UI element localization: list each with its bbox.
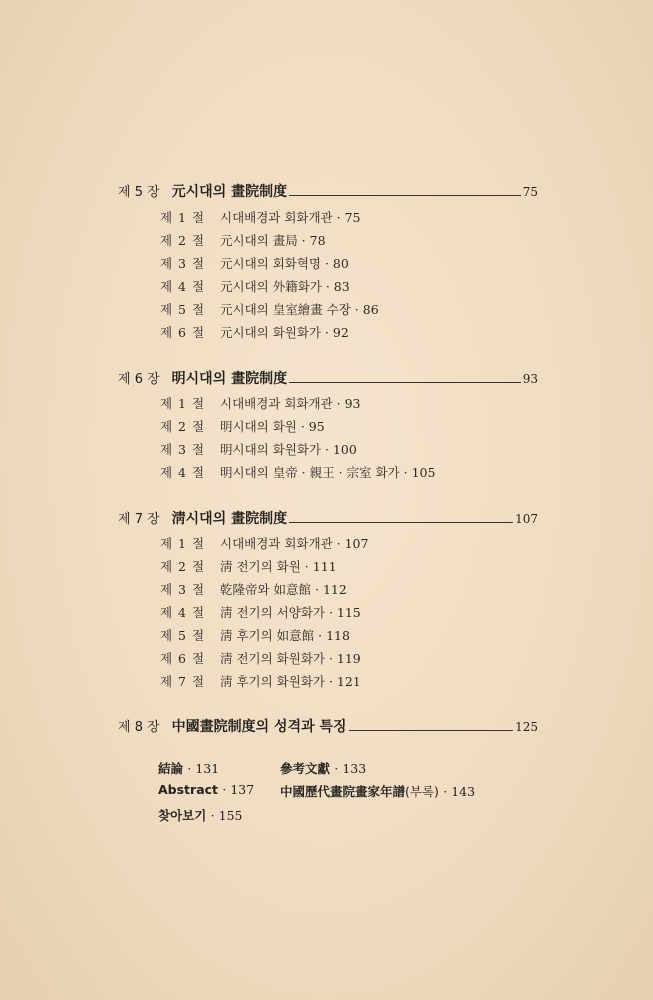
section-item[interactable] bbox=[160, 534, 368, 552]
section-title: 淸 후기의 如意館 · 118 bbox=[220, 628, 350, 643]
section-title: 明시대의 皇帝 · 親王 · 宗室 화가 · 105 bbox=[220, 465, 436, 480]
section-item[interactable] bbox=[160, 277, 350, 295]
chapter-6-heading[interactable] bbox=[118, 368, 538, 388]
section-number: 제 5 절 bbox=[160, 628, 206, 643]
section-item[interactable] bbox=[160, 603, 361, 621]
section-number: 제 3 절 bbox=[160, 582, 206, 597]
chapter-page: 93 bbox=[522, 372, 538, 386]
section-title: 元시대의 皇室繪畫 수장 · 86 bbox=[220, 302, 379, 317]
index-entry[interactable] bbox=[158, 806, 242, 824]
chapter-number: 제 6 장 bbox=[118, 372, 160, 387]
section-item[interactable] bbox=[160, 580, 347, 598]
entry-page: · 137 bbox=[222, 782, 255, 797]
section-title: 淸 후기의 화원화가 · 121 bbox=[220, 674, 361, 689]
entry-page: · 131 bbox=[187, 761, 220, 776]
section-number: 제 2 절 bbox=[160, 233, 206, 248]
section-number: 제 2 절 bbox=[160, 419, 206, 434]
section-item[interactable] bbox=[160, 300, 379, 318]
entry-page: · 155 bbox=[210, 808, 243, 823]
leader-line bbox=[289, 522, 513, 523]
section-number: 제 5 절 bbox=[160, 302, 206, 317]
chapter-title: 元시대의 畫院制度 bbox=[171, 184, 288, 200]
section-item[interactable] bbox=[160, 557, 337, 575]
section-title: 明시대의 화원화가 · 100 bbox=[220, 442, 357, 457]
chapter-page: 107 bbox=[515, 512, 538, 526]
section-title: 乾隆帝와 如意館 · 112 bbox=[220, 582, 347, 597]
entry-label: Abstract bbox=[158, 782, 219, 797]
section-item[interactable] bbox=[160, 394, 360, 412]
entry-page: · 133 bbox=[334, 761, 367, 776]
entry-label: 찾아보기 bbox=[158, 808, 207, 823]
chapter-5-heading[interactable] bbox=[118, 181, 538, 201]
chapter-number: 제 7 장 bbox=[118, 512, 160, 527]
section-title: 시대배경과 회화개관 · 75 bbox=[220, 210, 361, 225]
section-number: 제 1 절 bbox=[160, 536, 206, 551]
section-title: 元시대의 회화혁명 · 80 bbox=[220, 256, 349, 271]
appendix-entry[interactable] bbox=[280, 782, 475, 800]
chapter-number: 제 8 장 bbox=[118, 720, 160, 735]
section-title: 淸 전기의 화원화가 · 119 bbox=[220, 651, 361, 666]
chapter-page: 75 bbox=[522, 185, 538, 199]
section-number: 제 1 절 bbox=[160, 396, 206, 411]
leader-line bbox=[289, 382, 521, 383]
section-number: 제 3 절 bbox=[160, 442, 206, 457]
leader-line bbox=[289, 195, 521, 196]
section-item[interactable] bbox=[160, 440, 357, 458]
section-number: 제 4 절 bbox=[160, 605, 206, 620]
section-number: 제 7 절 bbox=[160, 674, 206, 689]
section-title: 시대배경과 회화개관 · 107 bbox=[220, 536, 369, 551]
chapter-8-heading[interactable] bbox=[118, 716, 538, 736]
section-number: 제 4 절 bbox=[160, 465, 206, 480]
section-item[interactable] bbox=[160, 463, 435, 481]
section-title: 元시대의 外籍화가 · 83 bbox=[220, 279, 350, 294]
chapter-title: 明시대의 畫院制度 bbox=[171, 371, 288, 387]
entry-page: · 143 bbox=[443, 784, 476, 799]
chapter-title: 中國畫院制度의 성격과 특징 bbox=[171, 719, 347, 735]
chapter-page: 125 bbox=[515, 720, 538, 734]
entry-label: 中國歷代畫院畫家年譜 bbox=[280, 784, 406, 799]
chapter-7-heading[interactable] bbox=[118, 508, 538, 528]
section-title: 시대배경과 회화개관 · 93 bbox=[220, 396, 361, 411]
chapter-title: 淸시대의 畫院制度 bbox=[171, 511, 288, 527]
section-item[interactable] bbox=[160, 323, 349, 341]
section-title: 元시대의 화원화가 · 92 bbox=[220, 325, 349, 340]
section-number: 제 2 절 bbox=[160, 559, 206, 574]
section-title: 淸 전기의 서양화가 · 115 bbox=[220, 605, 361, 620]
section-item[interactable] bbox=[160, 672, 361, 690]
section-title: 元시대의 畫局 · 78 bbox=[220, 233, 326, 248]
chapter-number: 제 5 장 bbox=[118, 185, 160, 200]
conclusion-entry[interactable] bbox=[158, 759, 219, 777]
section-item[interactable] bbox=[160, 208, 360, 226]
section-number: 제 1 절 bbox=[160, 210, 206, 225]
section-title: 淸 전기의 화원 · 111 bbox=[220, 559, 337, 574]
section-item[interactable] bbox=[160, 417, 325, 435]
entry-label: 參考文獻 bbox=[280, 761, 331, 776]
section-number: 제 6 절 bbox=[160, 325, 206, 340]
section-title: 明시대의 화원 · 95 bbox=[220, 419, 325, 434]
section-item[interactable] bbox=[160, 254, 349, 272]
abstract-entry[interactable] bbox=[158, 782, 254, 797]
section-number: 제 3 절 bbox=[160, 256, 206, 271]
references-entry[interactable] bbox=[280, 759, 366, 777]
section-item[interactable] bbox=[160, 649, 361, 667]
section-item[interactable] bbox=[160, 626, 350, 644]
entry-label: 結論 bbox=[158, 761, 184, 776]
section-number: 제 6 절 bbox=[160, 651, 206, 666]
leader-line bbox=[349, 730, 514, 731]
entry-note: (부록) bbox=[405, 784, 439, 799]
section-item[interactable] bbox=[160, 231, 326, 249]
section-number: 제 4 절 bbox=[160, 279, 206, 294]
